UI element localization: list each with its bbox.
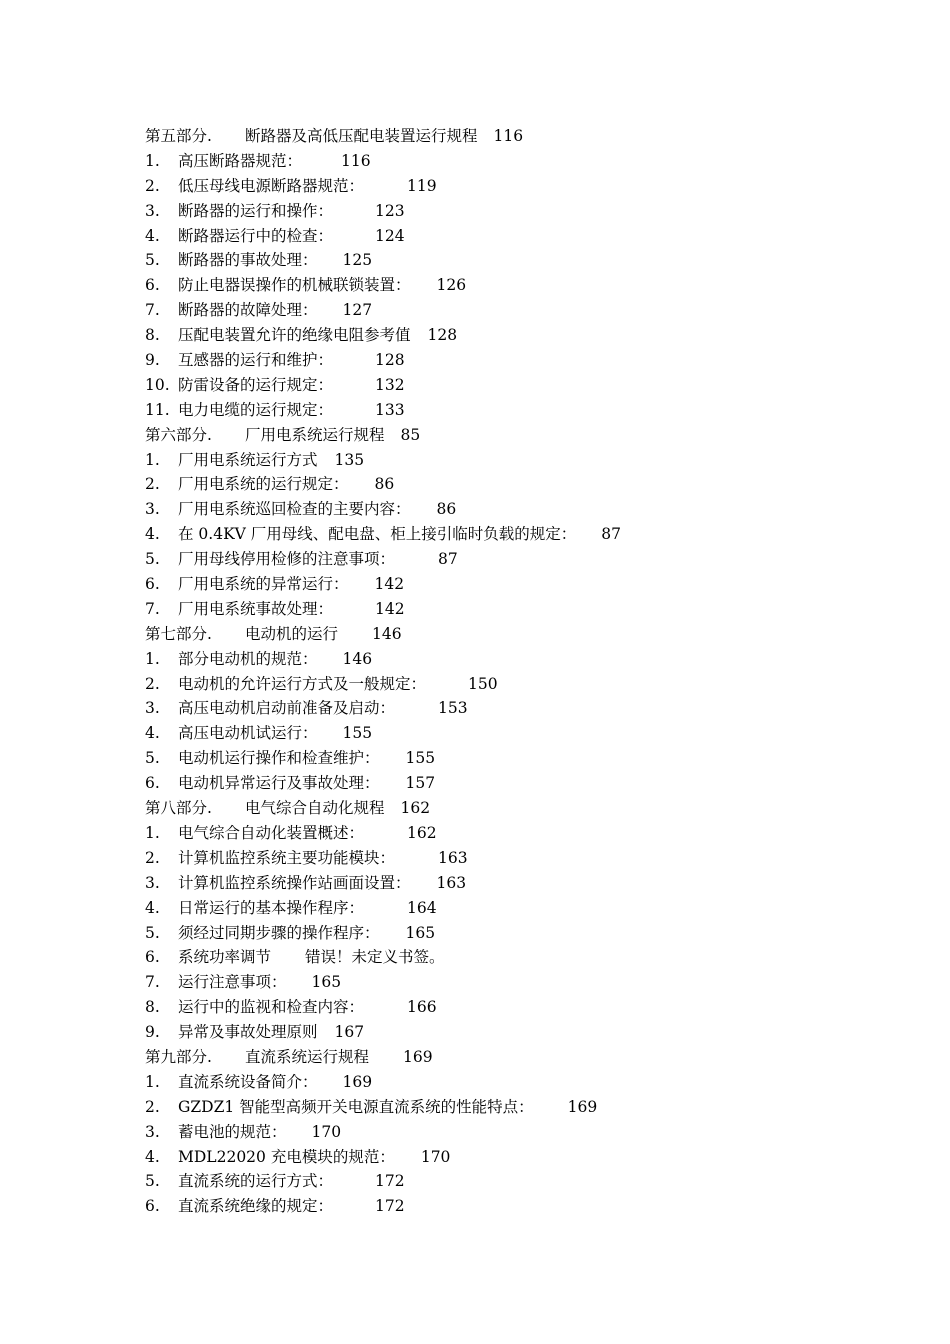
entry-title: 直流系统的运行方式： — [178, 1172, 334, 1191]
toc-entry[interactable] — [145, 547, 925, 572]
entry-number: 1. — [145, 649, 160, 668]
entry-title: 直流系统绝缘的规定： — [178, 1197, 334, 1216]
entry-number: 9. — [145, 351, 160, 370]
toc-entry[interactable] — [145, 1145, 925, 1170]
entry-title: 异常及事故处理原则 — [178, 1023, 318, 1042]
entry-number: 8. — [145, 998, 160, 1017]
toc-part-heading[interactable] — [145, 622, 925, 647]
entry-title: 系统功率调节 — [178, 948, 272, 967]
entry-number: 1. — [145, 450, 160, 469]
entry-number: 1. — [145, 823, 160, 842]
page-number: 85 — [400, 425, 421, 444]
toc-part-heading[interactable] — [145, 796, 925, 821]
toc-entry[interactable] — [145, 921, 925, 946]
toc-entry[interactable] — [145, 323, 925, 348]
toc-entry[interactable] — [145, 696, 925, 721]
page-number: 125 — [342, 251, 373, 270]
page-number: 169 — [342, 1072, 373, 1091]
page-number: 146 — [342, 649, 373, 668]
toc-entry[interactable] — [145, 448, 925, 473]
page-number: 142 — [375, 599, 405, 618]
entry-number: 4. — [145, 226, 160, 245]
page-number: 170 — [420, 1147, 451, 1166]
toc-entry[interactable] — [145, 149, 925, 174]
entry-title: MDL22020 充电模块的规范： — [178, 1147, 395, 1166]
entry-title: 断路器运行中的检查： — [178, 226, 334, 245]
page-number: 162 — [400, 799, 431, 818]
page-number: 87 — [438, 550, 458, 569]
part-label: 第六部分. — [145, 425, 212, 444]
page-number: 163 — [438, 848, 468, 867]
entry-number: 6. — [145, 948, 160, 967]
page-number: 172 — [375, 1172, 405, 1191]
entry-number: 6. — [145, 276, 160, 295]
entry-title: 电力电缆的运行规定： — [178, 400, 334, 419]
entry-number: 3. — [145, 699, 160, 718]
entry-number: 2. — [145, 475, 160, 494]
toc-entry[interactable] — [145, 970, 925, 995]
toc-part-heading[interactable] — [145, 423, 925, 448]
page-number: 87 — [601, 525, 622, 544]
toc-entry[interactable] — [145, 597, 925, 622]
entry-number: 2. — [145, 848, 160, 867]
page-number: 128 — [375, 351, 405, 370]
entry-title: 计算机监控系统操作站画面设置： — [178, 873, 411, 892]
entry-title: 部分电动机的规范： — [178, 649, 318, 668]
page-number: 123 — [375, 201, 405, 220]
entry-title: 在 0.4KV 厂用母线、配电盘、柜上接引临时负载的规定： — [178, 525, 577, 544]
page-number: 119 — [407, 176, 437, 195]
entry-title: 运行中的监视和检查内容： — [178, 998, 365, 1017]
toc-entry[interactable] — [145, 348, 925, 373]
page-number: 116 — [341, 151, 371, 170]
toc-entry[interactable] — [145, 995, 925, 1020]
entry-number: 3. — [145, 500, 160, 519]
entry-number: 5. — [145, 550, 160, 569]
entry-number: 10. — [145, 375, 170, 394]
entry-title: 电动机异常运行及事故处理： — [178, 774, 380, 793]
page-number: 157 — [405, 774, 436, 793]
entry-title: 高压断路器规范： — [178, 151, 303, 170]
entry-title: 电气综合自动化装置概述： — [178, 823, 365, 842]
entry-title: 运行注意事项： — [178, 973, 287, 992]
entry-number: 4. — [145, 898, 160, 917]
toc-entry[interactable] — [145, 224, 925, 249]
page-number: 86 — [436, 500, 457, 519]
page-number: 172 — [375, 1197, 405, 1216]
entry-title: 互感器的运行和维护： — [178, 351, 334, 370]
toc-entry[interactable] — [145, 846, 925, 871]
page-number: 146 — [372, 624, 402, 643]
page-number: 167 — [334, 1023, 365, 1042]
page-number: 165 — [405, 923, 436, 942]
entry-number: 4. — [145, 724, 160, 743]
part-label: 第七部分. — [145, 624, 212, 643]
toc-entry[interactable] — [145, 1169, 925, 1194]
toc-entry[interactable] — [145, 672, 925, 697]
page-number: 142 — [374, 575, 405, 594]
toc-entry[interactable] — [145, 1020, 925, 1045]
toc-entry[interactable] — [145, 1194, 925, 1219]
entry-title: GZDZ1 智能型高频开关电源直流系统的性能特点： — [178, 1097, 534, 1116]
toc-part-heading[interactable] — [145, 1045, 925, 1070]
entry-number: 3. — [145, 1122, 160, 1141]
entry-title: 防止电器误操作的机械联锁装置： — [178, 276, 411, 295]
table-of-contents — [145, 124, 925, 1219]
entry-title: 低压母线电源断路器规范： — [178, 176, 365, 195]
toc-entry[interactable] — [145, 298, 925, 323]
entry-title: 高压电动机试运行： — [178, 724, 318, 743]
page-number: 86 — [374, 475, 395, 494]
entry-number: 2. — [145, 1097, 160, 1116]
toc-entry[interactable] — [145, 522, 925, 547]
toc-entry[interactable] — [145, 572, 925, 597]
toc-entry[interactable] — [145, 945, 925, 970]
page-number: 128 — [427, 326, 458, 345]
page-number: 170 — [311, 1122, 342, 1141]
entry-title: 日常运行的基本操作程序： — [178, 898, 365, 917]
entry-number: 8. — [145, 326, 160, 345]
page-number: 162 — [407, 823, 437, 842]
page-number: 116 — [493, 127, 524, 145]
page-number: 165 — [311, 973, 342, 992]
page-number: 错误！未定义书签。 — [305, 948, 445, 967]
entry-title: 厂用电系统事故处理： — [178, 599, 334, 618]
page-number: 132 — [375, 375, 405, 394]
toc-entry[interactable] — [145, 472, 925, 497]
entry-title: 电动机的允许运行方式及一般规定： — [178, 674, 427, 693]
entry-number: 1. — [145, 151, 160, 170]
page-number: 150 — [468, 674, 498, 693]
entry-number: 9. — [145, 1023, 160, 1042]
entry-number: 11. — [145, 400, 170, 419]
entry-title: 须经过同期步骤的操作程序： — [178, 923, 380, 942]
page-number: 169 — [403, 1047, 433, 1066]
page-number: 124 — [375, 226, 405, 245]
entry-title: 断路器的事故处理： — [178, 251, 318, 270]
toc-entry[interactable] — [145, 871, 925, 896]
entry-title: 厂用电系统的异常运行： — [178, 575, 349, 594]
toc-entry[interactable] — [145, 821, 925, 846]
entry-title: 断路器的运行和操作： — [178, 201, 334, 220]
entry-number: 6. — [145, 575, 160, 594]
page-number: 153 — [438, 699, 468, 718]
part-label: 第五部分. — [145, 127, 212, 145]
entry-title: 计算机监控系统主要功能模块： — [178, 848, 396, 867]
page-number: 127 — [342, 301, 373, 320]
entry-number: 5. — [145, 923, 160, 942]
page-number: 135 — [334, 450, 365, 469]
entry-number: 2. — [145, 176, 160, 195]
page-number: 133 — [375, 400, 405, 419]
toc-entry[interactable] — [145, 896, 925, 921]
entry-title: 断路器的故障处理： — [178, 301, 318, 320]
toc-entry[interactable] — [145, 273, 925, 298]
toc-entry[interactable] — [145, 1095, 925, 1120]
entry-title: 电动机运行操作和检查维护： — [178, 749, 380, 768]
entry-number: 3. — [145, 201, 160, 220]
entry-number: 1. — [145, 1072, 160, 1091]
entry-title: 电气综合自动化规程 — [245, 799, 385, 818]
entry-title: 压配电装置允许的绝缘电阻参考值 — [178, 326, 411, 345]
entry-number: 7. — [145, 301, 160, 320]
toc-entry[interactable] — [145, 721, 925, 746]
entry-number: 4. — [145, 525, 160, 544]
toc-entry[interactable] — [145, 746, 925, 771]
toc-entry[interactable] — [145, 398, 925, 423]
page-number: 126 — [436, 276, 467, 295]
page-number: 169 — [567, 1097, 598, 1116]
toc-entry[interactable] — [145, 199, 925, 224]
page-number: 164 — [407, 898, 437, 917]
entry-number: 5. — [145, 749, 160, 768]
entry-title: 厂用电系统运行规程 — [245, 425, 385, 444]
toc-part-heading[interactable] — [145, 124, 925, 149]
entry-number: 2. — [145, 674, 160, 693]
entry-number: 6. — [145, 1197, 160, 1216]
toc-entry[interactable] — [145, 373, 925, 398]
entry-title: 厂用电系统运行方式 — [178, 450, 318, 469]
entry-number: 6. — [145, 774, 160, 793]
entry-title: 蓄电池的规范： — [178, 1122, 287, 1141]
toc-entry[interactable] — [145, 771, 925, 796]
entry-title: 厂用母线停用检修的注意事项： — [178, 550, 396, 569]
page-number: 155 — [405, 749, 436, 768]
toc-entry[interactable] — [145, 174, 925, 199]
entry-title: 直流系统设备简介： — [178, 1072, 318, 1091]
entry-title: 防雷设备的运行规定： — [178, 375, 334, 394]
page-number: 166 — [407, 998, 437, 1017]
entry-title: 直流系统运行规程 — [245, 1047, 370, 1066]
toc-entry[interactable] — [145, 248, 925, 273]
entry-number: 7. — [145, 973, 160, 992]
toc-entry[interactable] — [145, 497, 925, 522]
entry-number: 4. — [145, 1147, 160, 1166]
page-number: 163 — [436, 873, 467, 892]
entry-number: 5. — [145, 1172, 160, 1191]
toc-entry[interactable] — [145, 647, 925, 672]
toc-entry[interactable] — [145, 1070, 925, 1095]
entry-title: 电动机的运行 — [245, 624, 339, 643]
entry-number: 5. — [145, 251, 160, 270]
entry-number: 3. — [145, 873, 160, 892]
entry-number: 7. — [145, 599, 160, 618]
part-label: 第八部分. — [145, 799, 212, 818]
part-label: 第九部分. — [145, 1047, 212, 1066]
entry-title: 厂用电系统的运行规定： — [178, 475, 349, 494]
page-number: 155 — [342, 724, 373, 743]
toc-entry[interactable] — [145, 1120, 925, 1145]
entry-title: 厂用电系统巡回检查的主要内容： — [178, 500, 411, 519]
entry-title: 断路器及高低压配电装置运行规程 — [245, 127, 478, 145]
entry-title: 高压电动机启动前准备及启动： — [178, 699, 396, 718]
